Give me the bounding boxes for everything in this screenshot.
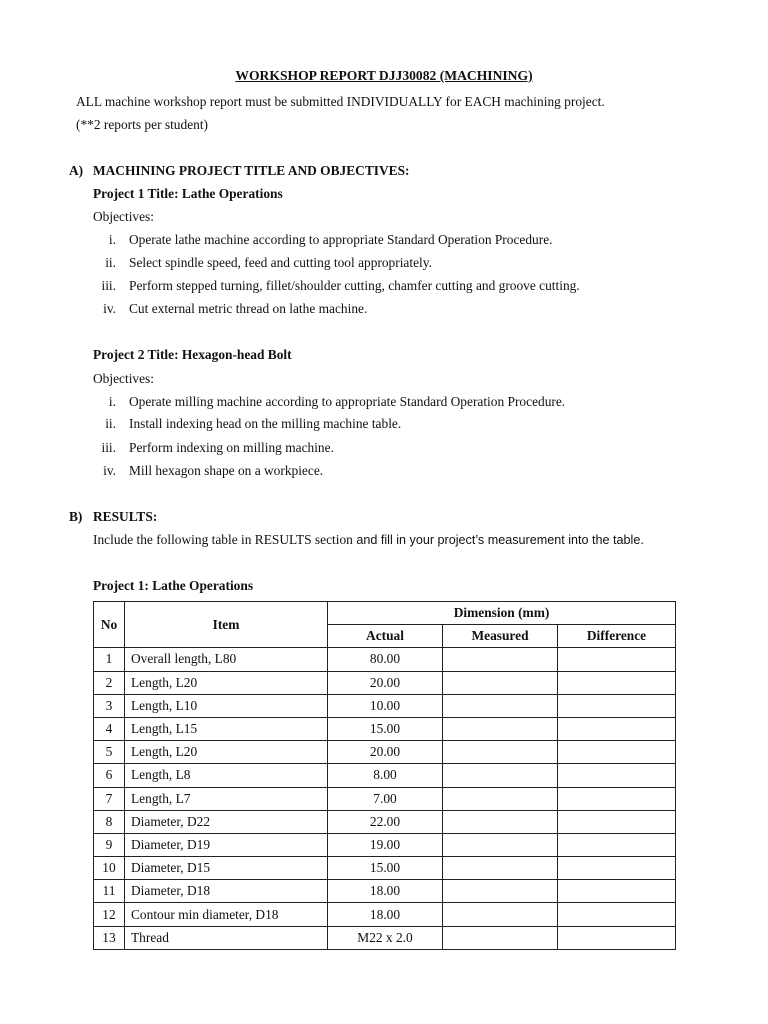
row-measured-cell[interactable] (443, 926, 558, 949)
row-actual: 15.00 (328, 717, 443, 740)
objective-text: Perform stepped turning, fillet/shoulder cutting, chamfer cutting and groove cutting. (129, 278, 580, 293)
row-item: Diameter, D22 (125, 810, 328, 833)
results-table (93, 601, 676, 950)
row-difference-cell[interactable] (558, 880, 676, 903)
section-b-heading: RESULTS: (93, 509, 158, 524)
row-no: 4 (94, 717, 125, 740)
row-difference-cell[interactable] (558, 648, 676, 671)
report-title: WORKSHOP REPORT DJJ30082 (MACHINING) (235, 68, 533, 83)
row-item: Length, L10 (125, 694, 328, 717)
row-item: Length, L7 (125, 787, 328, 810)
row-no: 13 (94, 926, 125, 949)
row-actual: 18.00 (328, 880, 443, 903)
row-actual: 7.00 (328, 787, 443, 810)
row-measured-cell[interactable] (443, 648, 558, 671)
table-row (94, 741, 676, 764)
project1-objectives-label: Objectives: (93, 209, 154, 224)
project1-title: Project 1 Title: Lathe Operations (93, 186, 283, 201)
objective-number: ii. (105, 416, 116, 431)
row-actual: 15.00 (328, 857, 443, 880)
table-row (94, 648, 676, 671)
objective-number: i. (108, 232, 116, 247)
table-row (94, 857, 676, 880)
row-no: 10 (94, 857, 125, 880)
row-difference-cell[interactable] (558, 694, 676, 717)
section-b-label: B) (69, 509, 83, 524)
row-measured-cell[interactable] (443, 694, 558, 717)
row-measured-cell[interactable] (443, 903, 558, 926)
row-actual: 8.00 (328, 764, 443, 787)
row-difference-cell[interactable] (558, 833, 676, 856)
row-measured-cell[interactable] (443, 717, 558, 740)
col-difference-header: Difference (558, 625, 676, 648)
row-difference-cell[interactable] (558, 787, 676, 810)
objective-number: ii. (105, 255, 116, 270)
row-item: Length, L15 (125, 717, 328, 740)
objective-text: Select spindle speed, feed and cutting tool appropriately. (129, 255, 432, 270)
row-no: 2 (94, 671, 125, 694)
row-item: Diameter, D19 (125, 833, 328, 856)
table-row (94, 764, 676, 787)
row-no: 3 (94, 694, 125, 717)
row-no: 9 (94, 833, 125, 856)
project2-objectives-label: Objectives: (93, 371, 154, 386)
objective-number: iii. (101, 278, 116, 293)
row-measured-cell[interactable] (443, 764, 558, 787)
row-difference-cell[interactable] (558, 671, 676, 694)
row-actual: 19.00 (328, 833, 443, 856)
row-difference-cell[interactable] (558, 857, 676, 880)
results-instruction-start: Include the following table in RESULTS section (93, 532, 353, 547)
intro-line: ALL machine workshop report must be submitted INDIVIDUALLY for EACH machining project. (76, 94, 605, 109)
table-row (94, 671, 676, 694)
objective-text: Cut external metric thread on lathe machine. (129, 301, 368, 316)
row-no: 7 (94, 787, 125, 810)
objective-number: iv. (103, 301, 116, 316)
table-row (94, 694, 676, 717)
row-measured-cell[interactable] (443, 741, 558, 764)
row-no: 11 (94, 880, 125, 903)
row-difference-cell[interactable] (558, 717, 676, 740)
section-a-label: A) (69, 163, 84, 178)
table-row (94, 787, 676, 810)
row-difference-cell[interactable] (558, 741, 676, 764)
objective-text: Operate milling machine according to appropriate Standard Operation Procedure. (129, 394, 566, 409)
row-measured-cell[interactable] (443, 833, 558, 856)
table-title: Project 1: Lathe Operations (93, 578, 254, 593)
results-instruction (93, 532, 644, 548)
col-measured-header: Measured (443, 625, 558, 648)
objective-text: Mill hexagon shape on a workpiece. (129, 463, 324, 478)
col-no-header: No (94, 602, 125, 648)
table-row (94, 926, 676, 949)
results-instruction-end: and fill in your project’s measurement into the table. (352, 533, 644, 547)
row-item: Overall length, L80 (125, 648, 328, 671)
objective-number: iii. (101, 440, 116, 455)
row-item: Diameter, D18 (125, 880, 328, 903)
objective-text: Install indexing head on the milling machine table. (129, 416, 402, 431)
project2-title: Project 2 Title: Hexagon-head Bolt (93, 347, 292, 362)
row-item: Diameter, D15 (125, 857, 328, 880)
col-item-header: Item (125, 602, 328, 648)
table-header-row (94, 602, 676, 625)
intro-note: (**2 reports per student) (76, 117, 209, 132)
objective-number: iv. (103, 463, 116, 478)
row-measured-cell[interactable] (443, 880, 558, 903)
row-measured-cell[interactable] (443, 857, 558, 880)
row-difference-cell[interactable] (558, 764, 676, 787)
row-difference-cell[interactable] (558, 903, 676, 926)
objective-text: Operate lathe machine according to appropriate Standard Operation Procedure. (129, 232, 553, 247)
row-actual: 20.00 (328, 741, 443, 764)
row-item: Length, L20 (125, 741, 328, 764)
row-measured-cell[interactable] (443, 671, 558, 694)
row-no: 5 (94, 741, 125, 764)
row-item: Length, L20 (125, 671, 328, 694)
row-no: 6 (94, 764, 125, 787)
col-dimension-header: Dimension (mm) (328, 602, 676, 625)
row-no: 8 (94, 810, 125, 833)
row-difference-cell[interactable] (558, 810, 676, 833)
row-item: Thread (125, 926, 328, 949)
row-actual: 80.00 (328, 648, 443, 671)
table-row (94, 903, 676, 926)
row-item: Length, L8 (125, 764, 328, 787)
row-actual: 22.00 (328, 810, 443, 833)
row-measured-cell[interactable] (443, 810, 558, 833)
row-item: Contour min diameter, D18 (125, 903, 328, 926)
objective-number: i. (108, 394, 116, 409)
table-row (94, 880, 676, 903)
objective-text: Perform indexing on milling machine. (129, 440, 334, 455)
row-no: 1 (94, 648, 125, 671)
row-difference-cell[interactable] (558, 926, 676, 949)
row-actual: M22 x 2.0 (328, 926, 443, 949)
row-measured-cell[interactable] (443, 787, 558, 810)
row-actual: 18.00 (328, 903, 443, 926)
section-a-heading: MACHINING PROJECT TITLE AND OBJECTIVES: (93, 163, 410, 178)
table-row (94, 833, 676, 856)
row-actual: 20.00 (328, 671, 443, 694)
row-no: 12 (94, 903, 125, 926)
col-actual-header: Actual (328, 625, 443, 648)
table-row (94, 810, 676, 833)
row-actual: 10.00 (328, 694, 443, 717)
table-row (94, 717, 676, 740)
